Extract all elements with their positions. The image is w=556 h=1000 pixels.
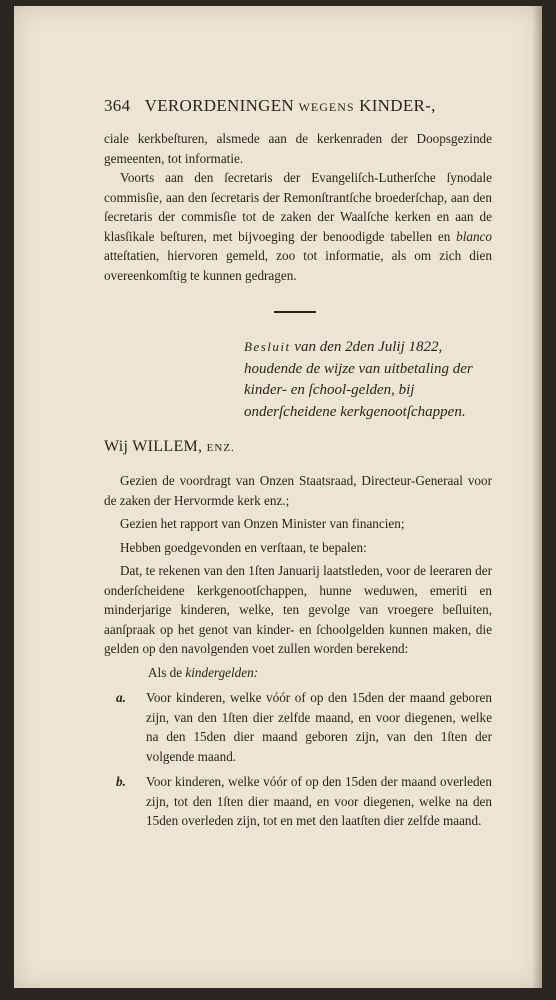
- decree-opening: [104, 438, 235, 456]
- besluit-heading: [244, 336, 492, 423]
- als-prefix: Als de: [148, 664, 183, 680]
- header-title-c: KINDER-,: [359, 96, 436, 115]
- decree-body: [104, 471, 492, 831]
- running-header: [104, 96, 492, 116]
- paragraph-voorts-text: Voorts aan den ſecretaris der Evangeliſch-Lutherſche ſynodale commisſie, aan den ſecretaris der Remonſtrantſche broederſchap, aan den ſecretaris der commisſie tot de zaken der Waalſche kerken en aan de klasſikale beſturen, met bijvoeging der benoodigde tabellen en: [104, 170, 492, 244]
- paragraph-dat: Dat, te rekenen van den 1ſten Januarij laatstleden, voor de leeraren der onderſcheidene kerkgenootſchappen, hunne weduwen, emeriti en minderjarige kinderen, welke, ten gevolge van vroegere beſluiten, aanſpraak op het genot van kinder- en ſchoolgelden kunnen maken, die gelden op den navolgenden voet zullen worden berekend:: [104, 563, 492, 656]
- paragraph-voorts: [104, 168, 492, 285]
- paragraph-hebben: Hebben goedgevonden en verſtaan, te bepalen:: [120, 539, 367, 555]
- besluit-lead: Besluit: [244, 339, 291, 354]
- paragraph-voorts-end: atteſtatien, hiervoren gemeld, zoo tot informatie, als om zich dien overeenkomſtig te kunnen gedragen.: [104, 248, 492, 283]
- item-a-label: a.: [116, 690, 126, 705]
- list-item-a: [104, 688, 492, 766]
- list-item-b: [104, 772, 492, 831]
- paragraph-continued: ciale kerkbeſturen, alsmede aan de kerkenraden der Doopsgezinde gemeenten, tot informatie.: [104, 131, 492, 166]
- paragraph-gezien-1: Gezien de voordragt van Onzen Staatsraad, Directeur-Generaal voor de zaken der Hervormde kerk enz.;: [104, 473, 492, 508]
- intro-block: [104, 129, 492, 285]
- als-term: kindergelden:: [185, 664, 259, 680]
- item-b-text: Voor kinderen, welke vóór of op den 15den der maand overleden zijn, tot den 1ſten dier maand, en voor diegenen, welke na den 15den overleden zijn, tot en met den laatſten dier zelfde maand.: [146, 774, 492, 828]
- blanco-term: blanco: [456, 228, 492, 244]
- item-a-text: Voor kinderen, welke vóór of op den 15den der maand geboren zijn, van den 1ſten dier zelfde maand, en voor diegenen, welke na den 15den dier maand geboren zijn, van den 1ſten der volgende maand.: [146, 690, 492, 764]
- besluit-rest: van den 2den Julij 1822, houdende de wijze van uitbetaling der kinder- en ſchool-gelden, bij onderſcheidene kerkgenootſchappen.: [244, 339, 473, 420]
- item-b-label: b.: [116, 774, 126, 789]
- decree-opening-small: ENZ.: [206, 442, 235, 454]
- decree-opening-main: Wij WILLEM,: [104, 438, 203, 455]
- header-title-a: VERORDENINGEN: [144, 96, 294, 115]
- paragraph-gezien-2: Gezien het rapport van Onzen Minister van financien;: [120, 516, 405, 531]
- section-divider: [274, 311, 316, 313]
- header-title-b: WEGENS: [298, 100, 355, 114]
- page-number: 364: [104, 96, 131, 115]
- book-page: [14, 6, 542, 988]
- paragraph-als: [104, 663, 492, 683]
